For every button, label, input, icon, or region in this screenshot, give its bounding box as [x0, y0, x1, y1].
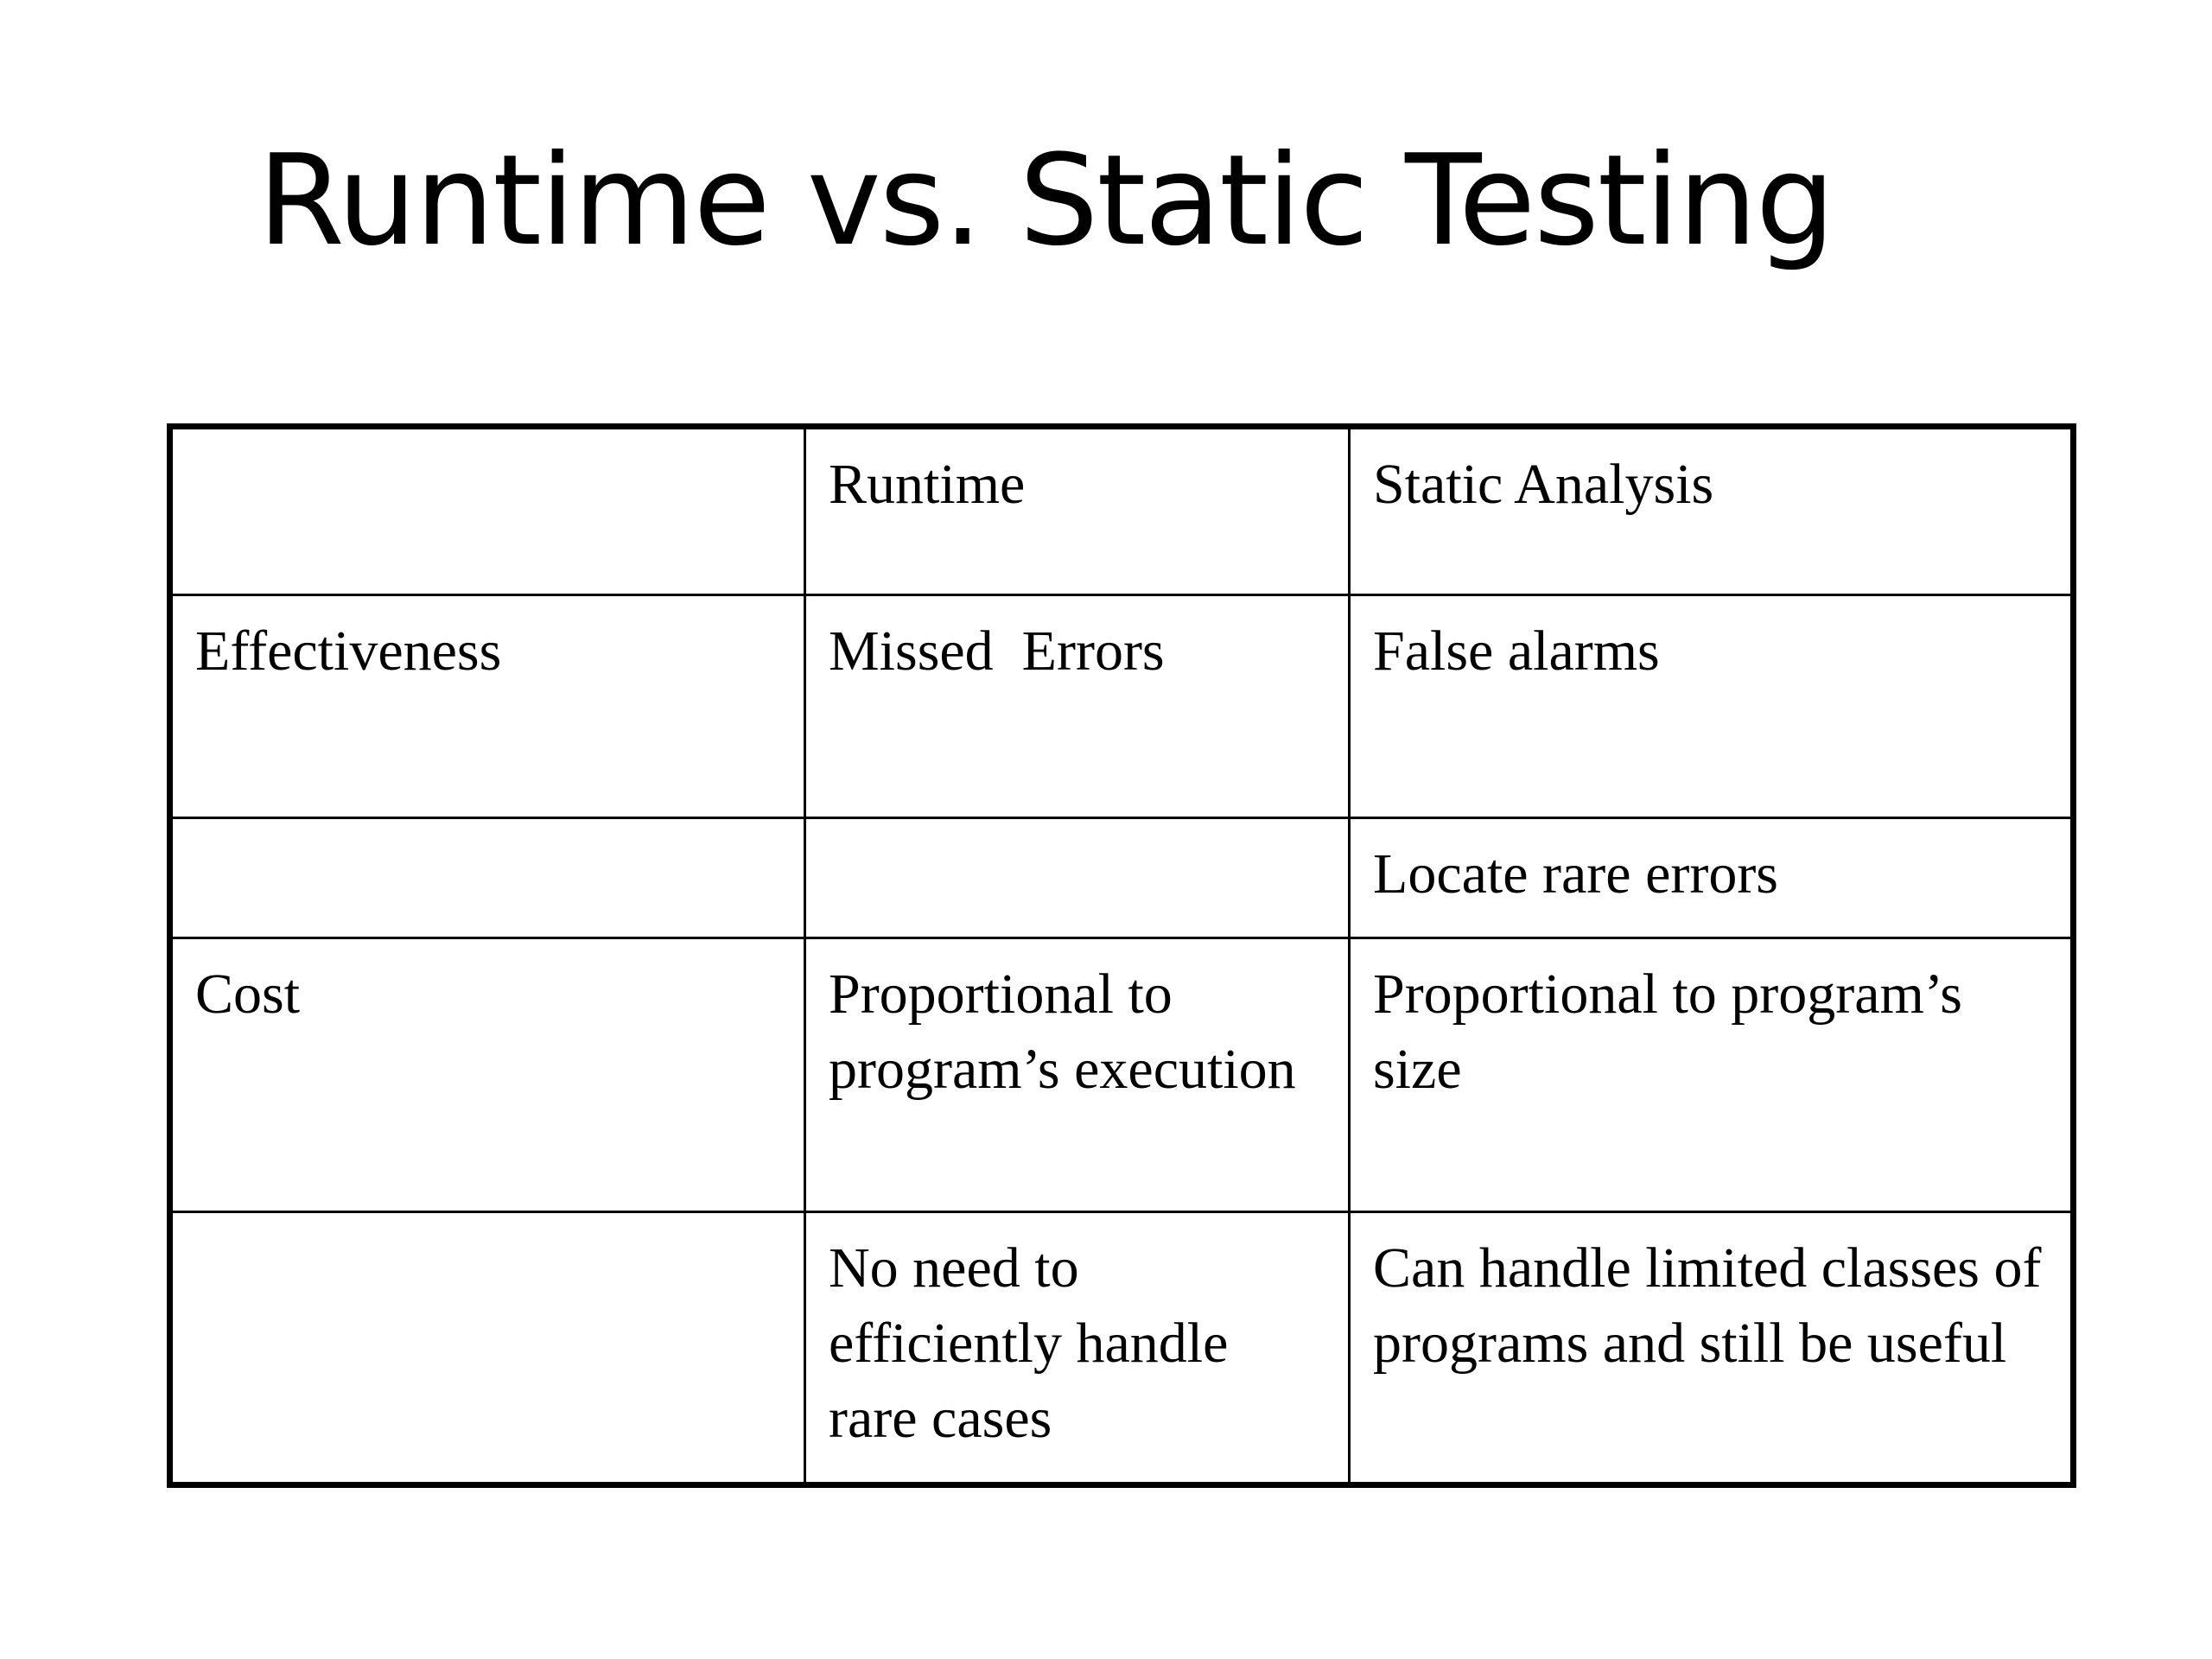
runtime-cell [805, 818, 1350, 938]
static-analysis-cell: Proportional to program’s size [1350, 938, 2074, 1211]
header-cell-runtime: Runtime [805, 427, 1350, 595]
slide-title: Runtime vs. Static Testing [257, 128, 1834, 274]
header-cell-empty [170, 427, 805, 595]
comparison-table [167, 423, 2076, 1488]
row-label-cell [170, 818, 805, 938]
static-analysis-cell: False alarms [1350, 595, 2074, 818]
header-cell-static-analysis: Static Analysis [1350, 427, 2074, 595]
table-row-rare-cases [170, 1211, 2074, 1484]
row-label-cell: Cost [170, 938, 805, 1211]
runtime-cell: No need to efficiently handle rare cases [805, 1211, 1350, 1484]
static-analysis-cell: Locate rare errors [1350, 818, 2074, 938]
row-label-cell: Effectiveness [170, 595, 805, 818]
table-row-cost [170, 938, 2074, 1211]
table-row-rare-errors [170, 818, 2074, 938]
table-row-effectiveness [170, 595, 2074, 818]
static-analysis-cell: Can handle limited classes of programs and still be useful [1350, 1211, 2074, 1484]
runtime-cell: Proportional to program’s execution [805, 938, 1350, 1211]
table-header-row [170, 427, 2074, 595]
runtime-cell: Missed Errors [805, 595, 1350, 818]
row-label-cell [170, 1211, 805, 1484]
